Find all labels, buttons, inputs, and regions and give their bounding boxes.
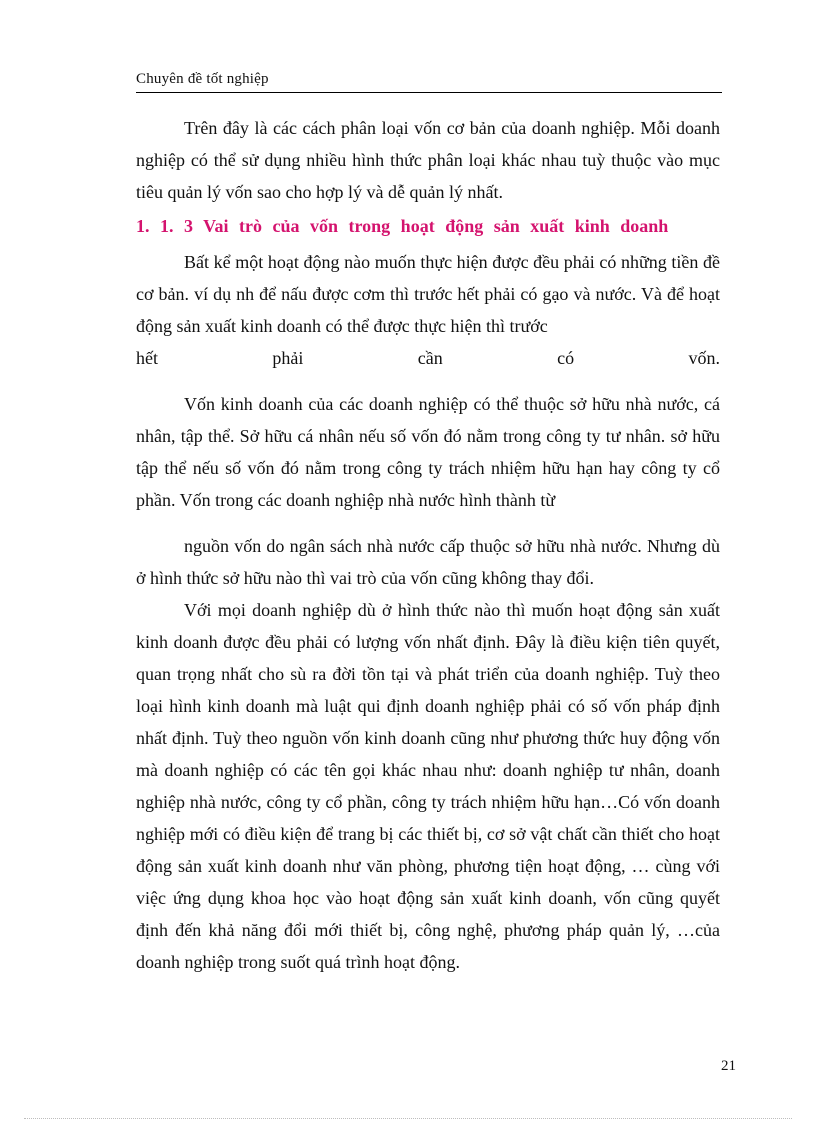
word: có — [557, 348, 575, 368]
word: phải — [272, 348, 304, 368]
page-number: 21 — [721, 1058, 736, 1074]
word: hết — [136, 348, 158, 368]
body-text — [136, 112, 720, 978]
word: cần — [417, 348, 443, 368]
word: vốn. — [688, 348, 720, 368]
paragraph-vốn-classification-summary: Trên đây là các cách phân loại vốn cơ bản của doanh nghiệp. Mỗi doanh nghiệp có thể sử dụng nhiều hình thức phân loại khác nhau tuỳ thuộc vào mục tiêu quản lý vốn sao cho hợp lý và dễ quản lý nhất. — [136, 118, 720, 202]
paragraph-ownership: Vốn kinh doanh của các doanh nghiệp có thể thuộc sở hữu nhà nước, cá nhân, tập thể. Sở hữu cá nhân nếu số vốn đó nằm trong công ty tư nhân. sở hữu tập thể nếu số vốn đó nằm trong công ty trách nhiệm hữu hạn hay công ty cổ phần. Vốn trong các doanh nghiệp nhà nước hình thành từ — [136, 394, 720, 510]
page-bottom-dotted-rule — [24, 1118, 792, 1119]
paragraph-role-of-capital: Với mọi doanh nghiệp dù ở hình thức nào thì muốn hoạt động sản xuất kinh doanh được đều phải có lượng vốn nhất định. Đây là điều kiện tiên quyết, quan trọng nhất cho sù ra đời tồn tại và phát triển của doanh nghiệp. Tuỳ theo loại hình kinh doanh mà luật qui định doanh nghiệp phải có số vốn pháp định nhất định. Tuỳ theo nguồn vốn kinh doanh cũng như phương thức huy động vốn mà doanh nghiệp có các tên gọi khác nhau như: doanh nghiệp tư nhân, doanh nghiệp nhà nước, công ty cổ phần, công ty trách nhiệm hữu hạn…Có vốn doanh nghiệp mới có điều kiện để trang bị các thiết bị, cơ sở vật chất cần thiết cho hoạt động sản xuất kinh doanh như văn phòng, phương tiện hoạt động, … cùng với việc ứng dụng khoa học vào hoạt động sản xuất kinh doanh, vốn cũng quyết định đến khả năng đổi mới thiết bị, công nghệ, phương pháp quản lý, …của doanh nghiệp trong suốt quá trình hoạt động. — [136, 600, 720, 972]
paragraph-state-budget: nguồn vốn do ngân sách nhà nước cấp thuộc sở hữu nhà nước. Nhưng dù ở hình thức sở hữu nào thì vai trò của vốn cũng không thay đổi. — [136, 536, 720, 588]
paragraph-prerequisites-last-line — [136, 342, 720, 374]
section-heading: 1. 1. 3 Vai trò của vốn trong hoạt động sản xuất kinh doanh — [136, 216, 669, 236]
paragraph-prerequisites: Bất kể một hoạt động nào muốn thực hiện được đều phải có những tiền đề cơ bản. ví dụ nh để nấu được cơm thì trước hết phải có gạo và nước. Và để hoạt động sản xuất kinh doanh có thể được thực hiện thì trước — [136, 252, 720, 336]
running-header: Chuyên đề tốt nghiệp — [136, 70, 722, 93]
